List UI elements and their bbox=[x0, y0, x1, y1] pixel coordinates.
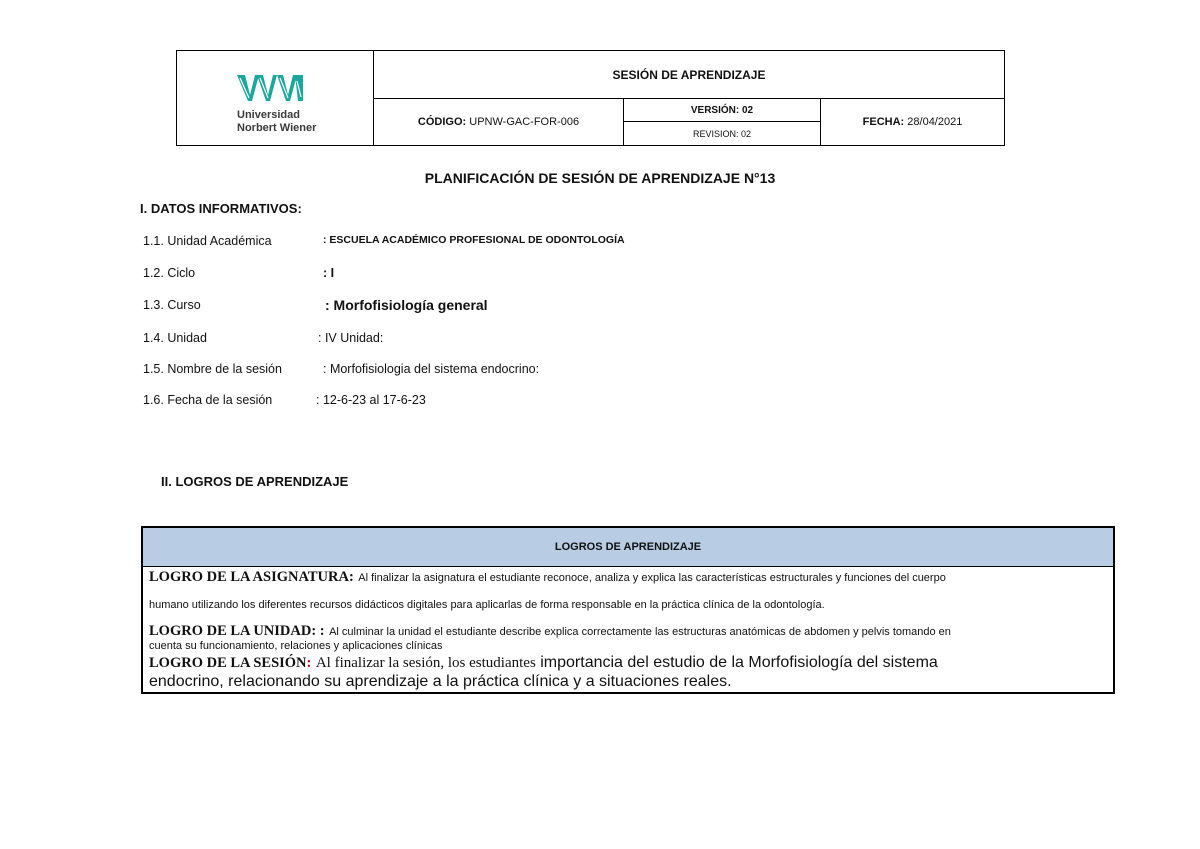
info-row-nombre-sesion bbox=[143, 362, 540, 376]
code-label: CÓDIGO: bbox=[417, 116, 467, 128]
header-title: SESIÓN DE APRENDIZAJE bbox=[374, 51, 1004, 99]
university-logo-icon bbox=[237, 73, 307, 105]
logo-line-2: Norbert Wiener bbox=[237, 122, 317, 134]
code-cell bbox=[374, 99, 624, 145]
page-title: PLANIFICACIÓN DE SESIÓN DE APRENDIZAJE N°13 bbox=[424, 170, 776, 186]
logro-asignatura-line-1 bbox=[149, 568, 946, 586]
date-value: 28/04/2021 bbox=[907, 116, 963, 128]
info-value: : IV Unidad: bbox=[318, 331, 384, 345]
info-label: 1.4. Unidad bbox=[143, 331, 207, 345]
info-row-curso bbox=[143, 297, 488, 313]
logro-sesion-line-1 bbox=[149, 654, 938, 672]
logro-unidad-text-2: cuenta su funcionamiento, relaciones y aplicaciones clínicas bbox=[149, 640, 443, 652]
info-label: 1.3. Curso bbox=[143, 298, 201, 312]
info-row-unidad-academica bbox=[143, 234, 625, 248]
logro-sesion-colon: : bbox=[306, 655, 312, 671]
logro-unidad-line-1 bbox=[149, 622, 951, 640]
info-row-ciclo bbox=[143, 266, 335, 280]
logros-table bbox=[141, 526, 1115, 694]
info-value: : Morfofisiologia del sistema endocrino: bbox=[323, 362, 540, 376]
logro-asignatura-text-2: humano utilizando los diferentes recursos didácticos digitales para aplicarlas de forma responsable en la práctica clínica de la odontología. bbox=[149, 599, 825, 611]
info-value: : 12-6-23 al 17-6-23 bbox=[316, 393, 426, 407]
logo-cell bbox=[177, 51, 374, 145]
document-header-table bbox=[176, 50, 1005, 146]
info-row-fecha-sesion bbox=[143, 393, 426, 407]
logo-text bbox=[237, 109, 316, 135]
date-label: FECHA: bbox=[862, 116, 905, 128]
logro-asignatura-label: LOGRO DE LA ASIGNATURA: bbox=[149, 569, 354, 585]
logo-line-1: Universidad bbox=[237, 109, 300, 121]
date-cell bbox=[821, 99, 1004, 145]
logro-unidad-label: LOGRO DE LA UNIDAD: : bbox=[149, 623, 325, 639]
logro-sesion-label: LOGRO DE LA SESIÓN bbox=[149, 655, 307, 671]
info-row-unidad bbox=[143, 331, 384, 345]
logros-table-header: LOGROS DE APRENDIZAJE bbox=[143, 528, 1113, 567]
section-2-heading: II. LOGROS DE APRENDIZAJE bbox=[161, 474, 349, 489]
info-label: 1.2. Ciclo bbox=[143, 266, 196, 280]
info-value: : I bbox=[323, 266, 335, 280]
info-value: : ESCUELA ACADÉMICO PROFESIONAL DE ODONTOLOGÍA bbox=[323, 234, 625, 246]
info-label: 1.1. Unidad Académica bbox=[143, 234, 272, 248]
section-1-heading: I. DATOS INFORMATIVOS: bbox=[140, 201, 302, 216]
version-cell: VERSIÓN: 02 bbox=[624, 99, 821, 122]
logro-asignatura-text-1: Al finalizar la asignatura el estudiante reconoce, analiza y explica las características estructurales y funciones del cuerpo bbox=[358, 572, 946, 584]
info-label: 1.5. Nombre de la sesión bbox=[143, 362, 282, 376]
logro-unidad-text-1: Al culminar la unidad el estudiante describe explica correctamente las estructuras anatómicas de abdomen y pelvis tomando en bbox=[329, 626, 951, 638]
code-value: UPNW-GAC-FOR-006 bbox=[469, 116, 580, 128]
info-value: : Morfofisiología general bbox=[325, 297, 488, 313]
revision-cell: REVISION: 02 bbox=[624, 122, 821, 145]
logro-sesion-text-2: endocrino, relacionando su aprendizaje a la práctica clínica y a situaciones reales. bbox=[149, 673, 732, 690]
logro-sesion-text-a: Al finalizar la sesión, los estudiantes bbox=[315, 655, 536, 671]
info-label: 1.6. Fecha de la sesión bbox=[143, 393, 273, 407]
logro-sesion-text-b: importancia del estudio de la Morfofisiología del sistema bbox=[540, 654, 938, 671]
